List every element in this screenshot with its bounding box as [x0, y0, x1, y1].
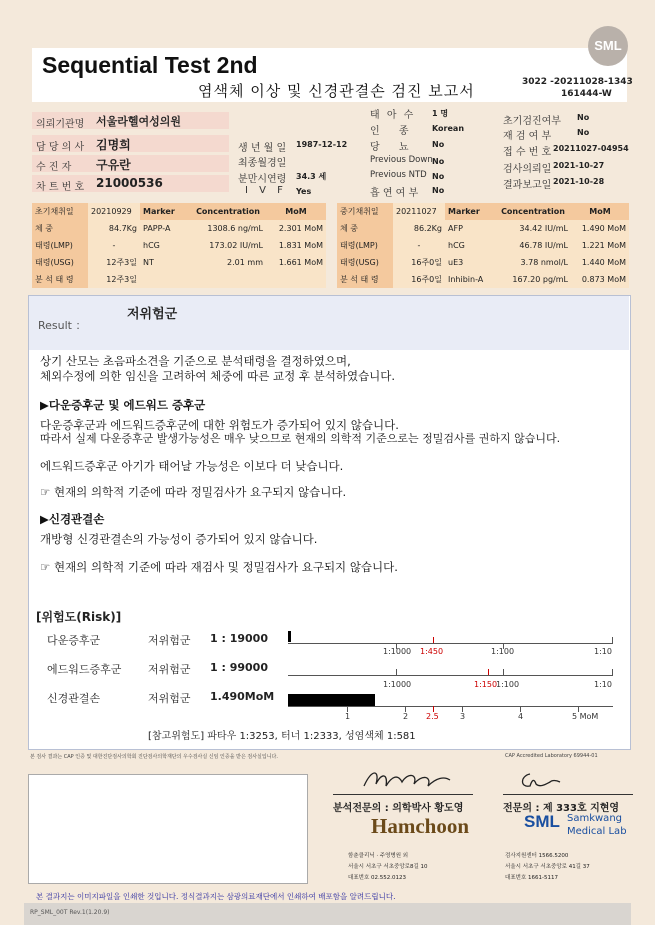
first-hdr-conc: Concentration	[190, 203, 266, 220]
second-mom-3: 0.873 MoM	[571, 271, 629, 288]
specialist-sign-line	[503, 794, 633, 795]
risk-edwards-axis	[288, 675, 613, 676]
first-conc-1: 173.02 IU/mL	[190, 237, 266, 254]
second-mom-1: 1.221 MoM	[571, 237, 629, 254]
second-marker-1: hCG	[445, 237, 495, 254]
analyst-signature	[362, 766, 452, 794]
second-conc-0: 34.42 IU/mL	[495, 220, 571, 237]
first-marker-2: NT	[140, 254, 190, 271]
scale3-label-3: 3	[460, 712, 466, 721]
smoke-value: No	[432, 186, 445, 195]
first-marker-0: PAPP-A	[140, 220, 190, 237]
scale1-label-cut: 1:450	[420, 647, 444, 656]
second-row-0-value: 86.2Kg	[393, 220, 445, 237]
sml-logo	[588, 26, 628, 66]
scale1-label-c: 1:10	[594, 647, 612, 656]
body-h1: ▶다운증후군 및 에드워드 증후군	[40, 398, 206, 412]
second-row-0-label: 체 중	[337, 220, 393, 237]
scale2-tick-b	[503, 669, 504, 675]
hamchoon-logo	[371, 814, 469, 839]
risk-down-name: 다운증후군	[47, 634, 101, 647]
first-row-1-value: -	[88, 237, 140, 254]
hamchoon-logo-text: Hamchoon	[371, 814, 470, 838]
analyst-sign-line	[333, 794, 473, 795]
patient-label: 수 진 자	[36, 162, 72, 173]
body-h2: ▶신경관결손	[40, 512, 105, 526]
age-label: 분만시연령	[238, 174, 287, 185]
right-addr-2: 서울시 서초구 서초중앙로 41길 37	[505, 864, 590, 870]
version-label: RP_SML_00T Rev.1(1.20.9)	[30, 909, 110, 916]
samkwang-logo-sml: SML	[524, 812, 560, 831]
first-trimester-table	[32, 203, 326, 288]
first-hdr-mom: MoM	[266, 203, 326, 220]
specialist-signature	[518, 770, 564, 792]
specialist-label: 전문의 : 제 333호 지현영	[503, 803, 620, 814]
race-value: Korean	[432, 124, 465, 133]
second-marker-2: uE3	[445, 254, 495, 271]
scale3-label-2: 2	[403, 712, 409, 721]
risk-edwards-value: 1 : 99000	[210, 661, 268, 674]
race-label: 인 종	[370, 126, 417, 137]
body-p2-l2: 따라서 실제 다운증후군 발생가능성은 매우 낮으므로 현재의 의학적 기준으로는 정밀검사를 권하지 않습니다.	[40, 432, 561, 445]
chart-label: 차 트 번 호	[36, 182, 85, 193]
scale1-tick-c	[612, 637, 613, 643]
dob-label: 생 년 월 일	[238, 143, 287, 154]
second-hdr-conc: Concentration	[495, 203, 571, 220]
prev-ntd-label: Previous NTD	[370, 170, 427, 180]
scale3-label-5: 5 MoM	[572, 712, 599, 721]
second-row-1-value: -	[393, 237, 445, 254]
risk-title: [위험도(Risk)]	[36, 610, 122, 624]
inst-label: 의뢰기관명	[36, 119, 85, 130]
chart-value: 21000536	[96, 176, 163, 190]
prev-ntd-value: No	[432, 172, 445, 181]
first-row-1-label: 태령(LMP)	[32, 237, 88, 254]
inst-value: 서울라헬여성의원	[96, 115, 182, 128]
cap-note-right: CAP Accredited Laboratory 69944-01	[505, 753, 598, 759]
first-value: No	[577, 113, 590, 122]
notes-box	[28, 774, 308, 884]
first-row-3-label: 분 석 태 령	[32, 271, 88, 288]
scale1-label-a: 1:1000	[383, 647, 412, 656]
second-hdr-marker: Marker	[445, 203, 495, 220]
first-date-value: 20210929	[88, 203, 140, 220]
second-marker-0: AFP	[445, 220, 495, 237]
result-header	[29, 296, 629, 350]
first-row-2-value: 12주3일	[88, 254, 140, 271]
risk-reference: [참고위험도] 파타우 1:3253, 터너 1:2333, 성염색체 1:581	[148, 731, 416, 742]
risk-ntd-axis	[288, 706, 613, 707]
second-date-value: 20211027	[393, 203, 445, 220]
prev-down-label: Previous Down	[370, 155, 433, 165]
second-conc-3: 167.20 pg/mL	[495, 271, 571, 288]
sml-logo-text: SML	[594, 38, 622, 53]
first-row-0-label: 체 중	[32, 220, 88, 237]
body-p5: 개방형 신경관결손의 가능성이 증가되어 있지 않습니다.	[40, 532, 318, 546]
body-p1-l1: 상기 산모는 초음파소견을 기준으로 분석태령을 결정하였으며,	[40, 354, 351, 368]
first-conc-0: 1308.6 ng/mL	[190, 220, 266, 237]
samkwang-logo-l1: Samkwang	[567, 813, 622, 824]
diabetes-value: No	[432, 140, 445, 149]
right-addr-1: 검사지원센터 1566.5200	[505, 853, 569, 859]
scale2-tick-cut	[488, 669, 489, 675]
first-mom-1: 1.831 MoM	[266, 237, 326, 254]
reception-label: 접 수 번 호	[503, 147, 552, 158]
left-addr-3: 대표번호 02.552.0123	[348, 875, 406, 881]
second-row-3-value: 16주0일	[393, 271, 445, 288]
first-marker-1: hCG	[140, 237, 190, 254]
risk-down-group: 저위험군	[148, 634, 191, 647]
second-conc-1: 46.78 IU/mL	[495, 237, 571, 254]
second-marker-3: Inhibin-A	[445, 271, 495, 288]
request-label: 검사의뢰일	[503, 164, 552, 175]
first-mom-0: 2.301 MoM	[266, 220, 326, 237]
scale2-tick-c	[612, 669, 613, 675]
dob-value: 1987-12-12	[296, 140, 348, 149]
scale3-label-1: 1	[345, 712, 351, 721]
scale2-label-cut: 1:150	[474, 680, 498, 689]
doctor-label: 담 당 의 사	[36, 142, 85, 153]
age-value: 34.3 세	[296, 172, 327, 181]
second-hdr-mom: MoM	[571, 203, 629, 220]
bottom-bar	[24, 903, 631, 925]
patient-value: 구유란	[96, 158, 131, 172]
right-addr-3: 대표번호 1661-5117	[505, 875, 558, 881]
fetus-label: 태 아 수	[370, 110, 416, 121]
second-row-2-value: 16주0일	[393, 254, 445, 271]
smoke-label: 흡 연 여 부	[370, 188, 419, 199]
second-row-2-label: 태령(USG)	[337, 254, 393, 271]
report-value: 2021-10-28	[553, 177, 605, 186]
risk-ntd-value: 1.490MoM	[210, 690, 275, 703]
prev-down-value: No	[432, 157, 445, 166]
fetus-value: 1 명	[432, 109, 449, 118]
body-p4: ☞ 현재의 의학적 기준에 따라 정밀검사가 요구되지 않습니다.	[40, 485, 347, 499]
report-subtitle: 염색체 이상 및 신경관결손 검진 보고서	[198, 82, 475, 100]
second-date-label: 중기채취일	[337, 203, 393, 220]
risk-down-axis	[288, 643, 613, 644]
scale1-tick-cut	[433, 637, 434, 643]
body-p3: 에드워드증후군 아기가 태어날 가능성은 이보다 더 낮습니다.	[40, 459, 344, 473]
first-row-0-value: 84.7Kg	[88, 220, 140, 237]
doc-id-1: 3022 -20211028-1343	[522, 77, 633, 87]
disclaimer: 본 결과지는 이미지파일을 인쇄한 것입니다. 정식결과지는 삼광의료재단에서 인쇄하여 배포함을 알려드립니다.	[36, 892, 396, 901]
analyst-label: 분석전문의 : 의학박사 황도영	[333, 803, 464, 814]
doc-id-2: 161444-W	[561, 89, 612, 99]
body-p1-l2: 체외수정에 의한 임신을 고려하여 체중에 따른 교정 후 분석하였습니다.	[40, 369, 396, 383]
result-label: Result ：	[38, 319, 87, 332]
second-mom-0: 1.490 MoM	[571, 220, 629, 237]
second-row-1-label: 태령(LMP)	[337, 237, 393, 254]
diabetes-label: 당 뇨	[370, 142, 417, 153]
first-conc-2: 2.01 mm	[190, 254, 266, 271]
scale2-label-b: 1:100	[496, 680, 520, 689]
retest-label: 재 검 여 부	[503, 131, 552, 142]
scale3-label-4: 4	[518, 712, 524, 721]
request-value: 2021-10-27	[553, 161, 605, 170]
report-label: 결과보고일	[503, 180, 552, 191]
risk-ntd-bar	[288, 694, 375, 706]
reception-value: 20211027-04954	[553, 144, 629, 153]
risk-down-value: 1 : 19000	[210, 632, 268, 645]
risk-down-marker	[288, 631, 291, 642]
left-addr-2: 서울시 서초구 서초중앙로8길 10	[348, 864, 428, 870]
first-hdr-marker: Marker	[140, 203, 190, 220]
first-date-label: 초기채취일	[32, 203, 88, 220]
first-label: 초기검진여부	[503, 116, 561, 127]
left-addr-1: 함춘클리닉 · 주영병원 외	[348, 853, 409, 859]
scale2-label-a: 1:1000	[383, 680, 412, 689]
scale2-label-c: 1:10	[594, 680, 612, 689]
risk-edwards-name: 에드워드증후군	[47, 663, 122, 676]
first-row-3-value: 12주3일	[88, 271, 140, 288]
scale3-label-cut: 2.5	[426, 712, 439, 721]
first-row-2-label: 태령(USG)	[32, 254, 88, 271]
second-trimester-table	[337, 203, 629, 288]
samkwang-logo-l2: Medical Lab	[567, 826, 627, 837]
scale1-label-b: 1:100	[491, 647, 515, 656]
samkwang-logo-mark	[524, 812, 560, 832]
ivf-value: Yes	[296, 187, 312, 196]
doctor-value: 김명희	[96, 138, 131, 152]
report-title: Sequential Test 2nd	[42, 52, 258, 78]
second-mom-2: 1.440 MoM	[571, 254, 629, 271]
result-value: 저위험군	[127, 307, 178, 322]
body-p6: ☞ 현재의 의학적 기준에 따라 재검사 및 정밀검사가 요구되지 않습니다.	[40, 560, 398, 574]
body-p2-l1: 다운증후군과 에드워드증후군에 대한 위험도가 증가되어 있지 않습니다.	[40, 418, 399, 432]
risk-edwards-group: 저위험군	[148, 663, 191, 676]
first-mom-2: 1.661 MoM	[266, 254, 326, 271]
risk-ntd-group: 저위험군	[148, 692, 191, 705]
cap-note-left: 본 검사 결과는 CAP 인증 및 대한진단검사의학회 진단검사의학재단의 우수검사실 신임 인증을 받은 검사실입니다.	[30, 754, 278, 760]
second-conc-2: 3.78 nmol/L	[495, 254, 571, 271]
lmp-label: 최종월경일	[238, 158, 287, 169]
scale2-tick-a	[396, 669, 397, 675]
retest-value: No	[577, 128, 590, 137]
risk-ntd-name: 신경관결손	[47, 692, 101, 705]
second-row-3-label: 분 석 태 령	[337, 271, 393, 288]
ivf-label: I V F	[245, 185, 287, 196]
